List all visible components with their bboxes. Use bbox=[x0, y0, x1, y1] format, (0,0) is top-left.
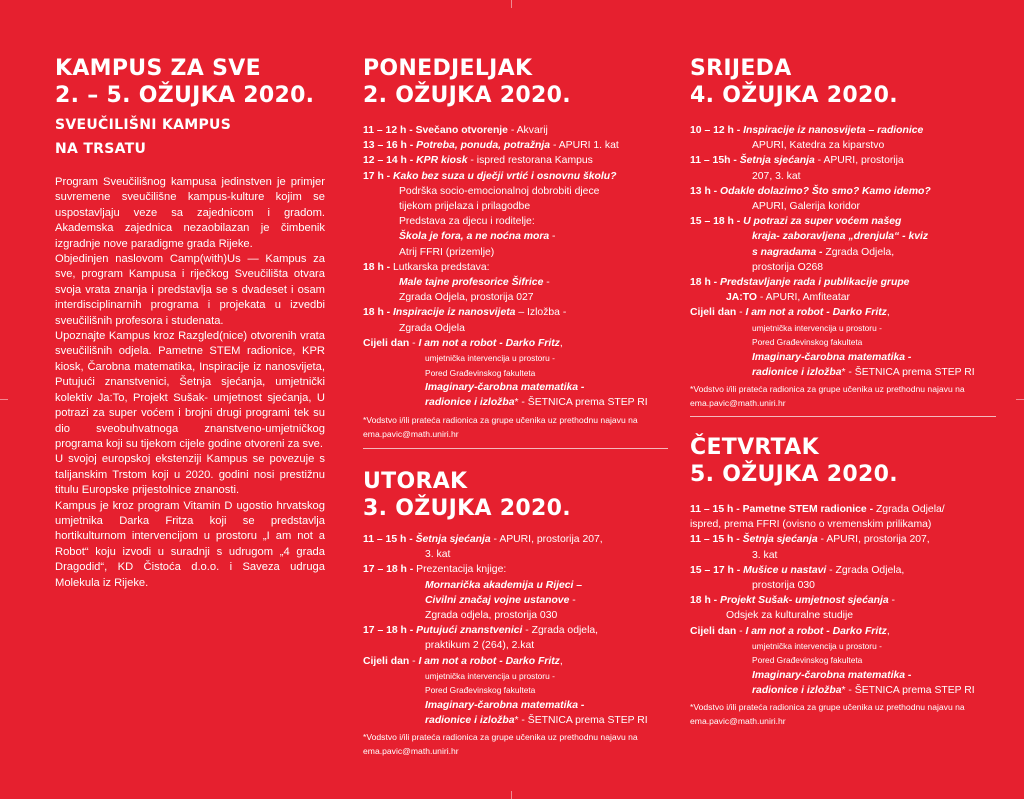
wednesday-day: SRIJEDA bbox=[690, 56, 792, 81]
intro-subtitle-line1: SVEUČILIŠNI KAMPUS bbox=[55, 117, 232, 133]
event: 11 – 15 h - Šetnja sjećanja - APURI, prostorija 207, 3. kat bbox=[690, 534, 930, 561]
monday-note: *Vodstvo i/ili prateća radionica za grupe učenika uz prethodnu najavu na ema.pavic@math.uniri.hr bbox=[363, 414, 638, 439]
crop-mark-left bbox=[0, 399, 8, 400]
wednesday-heading bbox=[690, 55, 1000, 109]
event: 18 h - Projekt Sušak- umjetnost sjećanja - Odsjek za kulturalne studije bbox=[690, 595, 896, 622]
wednesday-schedule bbox=[690, 123, 1000, 410]
section-divider bbox=[363, 448, 668, 449]
tuesday-day: UTORAK bbox=[363, 469, 468, 494]
intro-title-line2: 2. – 5. OŽUJKA 2020. bbox=[55, 83, 315, 108]
crop-mark-bottom bbox=[511, 791, 512, 799]
event: Cijeli dan - I am not a robot - Darko Fritz, umjetnička intervencija u prostoru - Pored Građevinskog fakulteta Imaginary-čarobna matematika - radionice i izložba* - ŠETNICA prema STEP RI bbox=[363, 337, 648, 409]
event: 18 h - Predstavljanje rada i publikacije grupe JA:TO - APURI, Amfiteatar bbox=[690, 277, 910, 304]
event: 12 – 14 h - KPR kiosk - ispred restorana Kampus bbox=[363, 155, 593, 167]
event: Cijeli dan - I am not a robot - Darko Fritz, umjetnička intervencija u prostoru - Pored Građevinskog fakulteta Imaginary-čarobna matematika - radionice i izložba* - ŠETNICA prema STEP RI bbox=[690, 625, 975, 697]
event: 18 h - Inspiracije iz nanosvijeta – Izložba - Zgrada Odjela bbox=[363, 307, 567, 334]
monday-schedule bbox=[363, 123, 668, 441]
event: 13 – 16 h - Potreba, ponuda, potražnja - APURI 1. kat bbox=[363, 140, 619, 152]
intro-subtitle bbox=[55, 113, 325, 161]
tuesday-note: *Vodstvo i/ili prateća radionica za grupe učenika uz prethodnu najavu na ema.pavic@math.uniri.hr bbox=[363, 732, 638, 757]
event: 15 – 18 h - U potrazi za super voćem našeg kraja- zaboravljena „drenjula“ - kviz s nagradama - Zgrada Odjela, prostorija O268 bbox=[690, 216, 929, 273]
event: 11 – 12 h - Svečano otvorenje - Akvarij bbox=[363, 125, 548, 136]
intro-paragraph: Objedinjen naslovom Camp(with)Us — Kampus za sve, program Kampusa i riječkog Sveučilišta otvara svoja vrata znanja i predstavlja se s dvadeset i osam interdisciplinarnih programa i projekata u izvedbi sveučilišnih profesora i studenata. bbox=[55, 253, 325, 327]
section-divider bbox=[690, 416, 996, 417]
schedule-column-right bbox=[690, 0, 1000, 727]
intro-paragraph: Upoznajte Kampus kroz Razgled(nice) otvorenih vrata sveučilišnih odjela. Pametne STEM radionice, KPR kiosk, Čarobna matematika, Inspiracije iz nanosvijeta, Putujući znanstvenici, Šetnja sjećanja, umjetnički kolektiv Ja:To, Projekt Sušak- umjetnost sjećanja, U potrazi za super voćem i brojni drugi programi tek su dio sveobuhvatnoga znanstveno-umjetničkog programa koji su tijekom cijele godine otvoreni za sve. bbox=[55, 330, 325, 450]
event: 17 h - Kako bez suza u dječji vrtić i osnovnu školu? Podrška socio-emocionalnoj dobrobiti djece tijekom prijelaza i prilagodbe Predstava za djecu i roditelje: Škola je fora, a ne noćna mora - Atrij FFRI (prizemlje) bbox=[363, 170, 617, 258]
event: 15 – 17 h - Mušice u nastavi - Zgrada Odjela, prostorija 030 bbox=[690, 564, 905, 592]
schedule-column-left bbox=[363, 0, 668, 757]
wednesday-note: *Vodstvo i/ili prateća radionica za grupe učenika uz prethodnu najavu na ema.pavic@math.uniri.hr bbox=[690, 384, 965, 409]
crop-mark-right bbox=[1016, 399, 1024, 400]
event: 18 h - Lutkarska predstava: Male tajne profesorice Šifrice - Zgrada Odjela, prostorija 027 bbox=[363, 261, 550, 304]
tuesday-date: 3. OŽUJKA 2020. bbox=[363, 496, 571, 521]
monday-day: PONEDJELJAK bbox=[363, 56, 533, 81]
event: 13 h - Odakle dolazimo? Što smo? Kamo idemo? APURI, Galerija koridor bbox=[690, 185, 931, 213]
event: 11 – 15h - Šetnja sjećanja - APURI, prostorija 207, 3. kat bbox=[690, 155, 904, 182]
intro-title bbox=[55, 55, 325, 109]
intro-paragraph: U svojoj europskoj ekstenziji Kampus se povezuje s talijanskim Trstom koji u 2020. godini nosi prestižnu titulu Europske prijestolnice znanosti. bbox=[55, 453, 325, 497]
thursday-schedule bbox=[690, 502, 1000, 737]
event: 10 – 12 h - Inspiracije iz nanosvijeta – radionice APURI, Katedra za kiparstvo bbox=[690, 125, 924, 152]
event: 17 – 18 h - Prezentacija knjige: Mornarička akademija u Rijeci – Civilni značaj vojne ustanove - Zgrada odjela, prostorija 030 bbox=[363, 564, 583, 622]
thursday-date: 5. OŽUJKA 2020. bbox=[690, 462, 898, 487]
intro-paragraph: Program Sveučilišnog kampusa jedinstven je primjer suvremene sveučilišne kampus-kulture kojim se uspostavljaju veze sa zajednicom i gradom. Akademska zajednica nezaobilazan je čimbenik izgradnje nove paradigme grada Rijeke. bbox=[55, 176, 325, 250]
intro-subtitle-line2: NA TRSATU bbox=[55, 141, 147, 157]
tuesday-heading bbox=[363, 468, 571, 522]
monday-date: 2. OŽUJKA 2020. bbox=[363, 83, 571, 108]
thursday-note: *Vodstvo i/ili prateća radionica za grupe učenika uz prethodnu najavu na ema.pavic@math.uniri.hr bbox=[690, 702, 965, 727]
event: 17 – 18 h - Putujući znanstvenici - Zgrada odjela, praktikum 2 (264), 2.kat bbox=[363, 625, 599, 652]
intro-paragraph: Kampus je kroz program Vitamin D ugostio hrvatskog umjetnika Darka Fritza koji se predstavlja hortikulturnom intervencijom u prostoru „I am not a Robot“ koju izvodi u suradnji s udrugom „4 grada Dragodid“, KD Čistoća d.o.o. i Saveza udruga Molekula iz Rijeke. bbox=[55, 499, 325, 589]
monday-heading bbox=[363, 55, 668, 109]
thursday-day: ČETVRTAK bbox=[690, 435, 819, 460]
tuesday-schedule bbox=[363, 532, 668, 767]
intro-column bbox=[55, 0, 325, 591]
event: 11 – 15 h - Šetnja sjećanja - APURI, prostorija 207, 3. kat bbox=[363, 534, 603, 561]
event: 11 – 15 h - Pametne STEM radionice - Zgrada Odjela/ ispred, prema FFRI (ovisno o vremenskim prilikama) bbox=[690, 504, 945, 531]
event: Cijeli dan - I am not a robot - Darko Fritz, umjetnička intervencija u prostoru - Pored Građevinskog fakulteta Imaginary-čarobna matematika - radionice i izložba* - ŠETNICA prema STEP RI bbox=[690, 307, 975, 379]
event: Cijeli dan - I am not a robot - Darko Fritz, umjetnička intervencija u prostoru - Pored Građevinskog fakulteta Imaginary-čarobna matematika - radionice i izložba* - ŠETNICA prema STEP RI bbox=[363, 655, 648, 727]
intro-body bbox=[55, 175, 325, 591]
wednesday-date: 4. OŽUJKA 2020. bbox=[690, 83, 898, 108]
thursday-heading bbox=[690, 434, 898, 488]
intro-title-line1: KAMPUS ZA SVE bbox=[55, 56, 261, 81]
